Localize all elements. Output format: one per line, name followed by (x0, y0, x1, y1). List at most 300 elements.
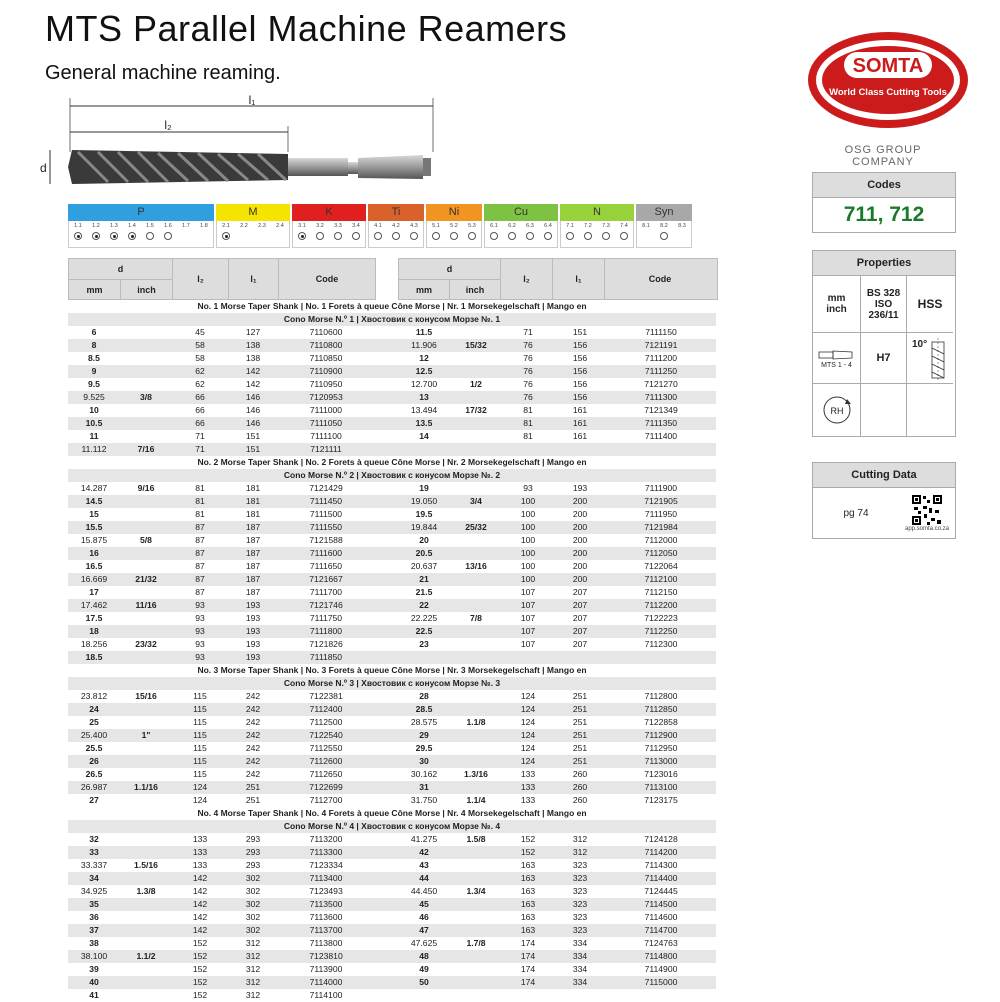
l1-value: 156 (572, 340, 588, 350)
d-subheader (69, 280, 172, 299)
l2-value: 58 (195, 340, 205, 350)
l1-value: 193 (245, 652, 261, 662)
table-row (68, 963, 716, 976)
product-code: 7111650 (309, 561, 343, 571)
material-cell (87, 221, 105, 247)
product-code: 7112400 (309, 704, 343, 714)
suitable-filled-icon (110, 232, 118, 240)
l2-value: 115 (193, 756, 207, 766)
diameter-mm: 16 (89, 548, 99, 558)
diameter-mm: 15.875 (80, 535, 108, 545)
l1-value: 156 (572, 379, 588, 389)
l2-header: l₂ (501, 259, 553, 299)
suitable-filled-icon (74, 232, 82, 240)
table-row (68, 638, 716, 651)
material-cell-code: 6.4 (544, 223, 552, 229)
page-title: MTS Parallel Machine Reamers (45, 8, 568, 49)
l2-value: 87 (195, 522, 205, 532)
l1-value: 193 (245, 639, 261, 649)
l1-value: 187 (245, 561, 261, 571)
material-cell-code: 5.1 (432, 223, 440, 229)
table-row (68, 690, 716, 703)
material-cell (655, 221, 673, 247)
product-code: 7113400 (309, 873, 343, 883)
l2-value: 76 (523, 353, 533, 363)
product-code: 7122223 (644, 613, 678, 623)
l1-value: 334 (572, 977, 588, 987)
suitable-open-icon (450, 232, 458, 240)
product-code: 7111450 (309, 496, 343, 506)
l2-value: 87 (195, 587, 205, 597)
l1-value: 312 (245, 951, 261, 961)
l2-value: 133 (520, 769, 536, 779)
material-cell (293, 221, 311, 247)
l1-label: l₁ (248, 93, 256, 107)
product-code: 7111350 (644, 418, 678, 428)
diameter-mm: 21 (419, 574, 429, 584)
diameter-mm: 25.5 (85, 743, 103, 753)
material-cell (177, 221, 195, 247)
product-code: 7114200 (644, 847, 678, 857)
l2-value: 152 (192, 951, 208, 961)
codes-heading: Codes (813, 173, 955, 198)
l1-value: 242 (245, 691, 261, 701)
l1-value: 323 (572, 860, 588, 870)
diameter-inch: 9/16 (137, 483, 155, 493)
reamer-drawing (38, 92, 438, 202)
l2-value: 174 (520, 951, 536, 961)
table-header-right (398, 258, 718, 300)
diameter-mm: 14.287 (80, 483, 108, 493)
l2-value: 115 (193, 691, 207, 701)
product-code: 7121905 (644, 496, 678, 506)
material-cell (311, 221, 329, 247)
table-row (68, 547, 716, 560)
material-cell-code: 1.8 (200, 223, 208, 229)
somta-logo (806, 30, 970, 130)
l1-value: 193 (245, 613, 261, 623)
product-code: 7124445 (644, 886, 678, 896)
material-group-label: Ti (368, 204, 424, 221)
helix-cell (907, 333, 953, 384)
material-cell-code: 7.1 (566, 223, 574, 229)
product-code: 7112850 (644, 704, 678, 714)
l2-value: 163 (520, 925, 536, 935)
l2-value: 142 (192, 886, 208, 896)
product-code: 7111150 (645, 327, 677, 337)
product-code: 7112200 (644, 600, 678, 610)
qr-code-icon[interactable] (911, 494, 943, 526)
suitable-open-icon (660, 232, 668, 240)
codes-panel (812, 172, 956, 233)
l2-value: 142 (192, 873, 208, 883)
material-cell (521, 221, 539, 247)
product-code: 7111600 (309, 548, 343, 558)
table-row (68, 482, 716, 495)
l2-value: 100 (520, 522, 536, 532)
material-cell-code: 1.1 (74, 223, 82, 229)
qr-label: app.somta.co.za (904, 526, 950, 532)
morse-shank-icon (818, 348, 856, 362)
diameter-mm: 15.5 (85, 522, 103, 532)
l1-value: 251 (245, 795, 261, 805)
material-cell-code: 3.1 (298, 223, 306, 229)
l1-value: 187 (245, 522, 261, 532)
material-cell-code: 5.3 (468, 223, 476, 229)
l1-value: 293 (245, 847, 261, 857)
l1-value: 242 (245, 717, 261, 727)
table-row (68, 885, 716, 898)
l1-value: 293 (245, 860, 261, 870)
l1-value: 200 (572, 548, 588, 558)
l1-value: 207 (572, 587, 588, 597)
l2-value: 124 (520, 756, 536, 766)
d-subheader (399, 280, 500, 299)
l1-value: 302 (245, 899, 261, 909)
section-title: No. 1 Morse Taper Shank | No. 1 Forets à queue Cône Morse | Nr. 1 Morsekegelschaft | Mango en (197, 301, 587, 311)
product-code: 7120953 (309, 392, 343, 402)
material-group-p (68, 204, 214, 248)
suitable-open-icon (490, 232, 498, 240)
qr-block[interactable] (899, 494, 955, 532)
section-title: No. 2 Morse Taper Shank | No. 2 Forets à queue Cône Morse | Nr. 2 Morsekegelschaft | Mango en (197, 457, 587, 467)
diameter-mm: 42 (419, 847, 429, 857)
diameter-mm: 18.256 (80, 639, 108, 649)
l2-value: 45 (195, 327, 205, 337)
suitable-filled-icon (298, 232, 306, 240)
l2-value: 174 (520, 977, 536, 987)
product-code: 7122381 (309, 691, 343, 701)
l1-value: 187 (245, 574, 261, 584)
l1-value: 127 (245, 327, 261, 337)
material-cell-code: 8.1 (642, 223, 650, 229)
l1-value: 312 (245, 990, 261, 1000)
suitable-open-icon (468, 232, 476, 240)
material-cell-code: 1.4 (128, 223, 136, 229)
l2-value: 174 (520, 964, 536, 974)
product-code: 7114800 (644, 951, 678, 961)
l2-value: 107 (520, 639, 536, 649)
inch-header: inch (465, 284, 485, 295)
table-row (68, 391, 716, 404)
material-cell (195, 221, 213, 247)
table-row (68, 898, 716, 911)
product-code: 7111700 (309, 587, 343, 597)
product-code: 7114500 (644, 899, 678, 909)
diameter-mm: 33 (89, 847, 99, 857)
diameter-mm: 11.112 (81, 444, 107, 454)
material-group-label: M (216, 204, 290, 221)
l1-value: 181 (245, 496, 261, 506)
product-code: 7121191 (644, 340, 678, 350)
l2-value: 66 (195, 418, 205, 428)
l2-value: 124 (520, 717, 536, 727)
table-row (68, 560, 716, 573)
diameter-inch: 1/2 (470, 379, 482, 389)
diameter-mm: 9 (91, 366, 97, 376)
table-row (68, 365, 716, 378)
shank-cell (813, 333, 861, 384)
l1-value: 207 (572, 613, 588, 623)
table-row (68, 976, 716, 989)
l2-value: 62 (195, 366, 205, 376)
section-subtitle: Cono Morse N.º 3 | Хвостовик с конусом Морзе №. 3 (68, 677, 716, 690)
l2-value: 81 (523, 418, 533, 428)
product-code: 7111900 (644, 483, 678, 493)
l2-value: 107 (520, 613, 536, 623)
product-code: 7111100 (310, 431, 342, 441)
l2-value: 115 (193, 730, 207, 740)
diameter-mm: 15 (89, 509, 99, 519)
product-code: 7111200 (644, 353, 678, 363)
l2-value: 133 (192, 847, 208, 857)
l2-value: 107 (520, 600, 536, 610)
l1-value: 242 (245, 704, 261, 714)
product-code: 7114000 (309, 977, 343, 987)
diameter-mm: 26.987 (80, 782, 108, 792)
material-cell-code: 8.2 (660, 223, 668, 229)
l1-header: l₁ (553, 259, 605, 299)
material-cell-code: 4.3 (410, 223, 418, 229)
product-code: 7111500 (309, 509, 343, 519)
product-code: 7112000 (644, 535, 678, 545)
l1-value: 187 (245, 548, 261, 558)
osg-group-label: OSG GROUP COMPANY (844, 144, 922, 168)
table-row (68, 352, 716, 365)
helix-label: 10° (912, 339, 928, 350)
diameter-mm: 47 (419, 925, 429, 935)
material-cell-code: 7.4 (620, 223, 628, 229)
diameter-mm: 31.750 (410, 795, 438, 805)
l2-value: 100 (520, 496, 536, 506)
material-cell (69, 221, 87, 247)
l2-value: 124 (520, 743, 536, 753)
material-group-syn (636, 204, 692, 248)
l2-value: 93 (523, 483, 533, 493)
table-row (68, 599, 716, 612)
product-code: 7112600 (309, 756, 343, 766)
table-row (68, 625, 716, 638)
l2-value: 133 (192, 834, 208, 844)
section-header (68, 456, 716, 482)
diameter-mm: 9.525 (83, 392, 105, 402)
material-cell-code: 6.1 (490, 223, 498, 229)
product-code: 7111950 (644, 509, 678, 519)
diameter-mm: 28 (419, 691, 429, 701)
empty-cell (861, 384, 907, 436)
material-cell-code: 1.7 (182, 223, 190, 229)
l1-value: 156 (572, 366, 588, 376)
suitable-open-icon (374, 232, 382, 240)
code-header: Code (315, 274, 339, 284)
cutting-data-panel (812, 462, 956, 539)
diameter-mm: 39 (89, 964, 99, 974)
diameter-mm: 25 (89, 717, 99, 727)
material-cell-code: 1.2 (92, 223, 100, 229)
diameter-mm: 41.275 (410, 834, 438, 844)
l1-value: 334 (572, 951, 588, 961)
table-row (68, 742, 716, 755)
material-cell (105, 221, 123, 247)
l2-value: 100 (520, 561, 536, 571)
product-code: 7122858 (644, 717, 678, 727)
suitable-open-icon (316, 232, 324, 240)
suitable-open-icon (620, 232, 628, 240)
material-cell-code: 2.3 (258, 223, 266, 229)
diameter-mm: 40 (89, 977, 99, 987)
l2-value: 152 (192, 977, 208, 987)
d-header-group (399, 259, 501, 299)
product-code: 7112050 (644, 548, 678, 558)
cutting-page-ref[interactable]: pg 74 (843, 507, 869, 519)
table-row (68, 716, 716, 729)
reamer-table (68, 300, 716, 1002)
units-cell: mm inch (813, 276, 861, 333)
material-cell-code: 1.3 (110, 223, 118, 229)
l2-value: 115 (193, 704, 207, 714)
table-row (68, 495, 716, 508)
l1-value: 302 (245, 925, 261, 935)
diameter-inch: 1.1/2 (136, 951, 156, 961)
product-code: 7123175 (644, 795, 678, 805)
material-cell (387, 221, 405, 247)
material-cell-code: 4.2 (392, 223, 400, 229)
l2-value: 174 (520, 938, 536, 948)
l2-value: 66 (195, 405, 205, 415)
diameter-mm: 13.494 (410, 405, 438, 415)
product-code: 7113600 (309, 912, 343, 922)
helix-angle-icon (910, 336, 950, 380)
l2-value: 133 (520, 795, 536, 805)
l2-value: 93 (195, 600, 205, 610)
diameter-mm: 8 (91, 340, 97, 350)
diameter-mm: 24 (89, 704, 99, 714)
material-cell-code: 2.1 (222, 223, 230, 229)
diameter-mm: 36 (89, 912, 99, 922)
l1-value: 187 (245, 535, 261, 545)
product-code: 7110950 (309, 379, 343, 389)
l1-value: 193 (245, 626, 261, 636)
suitable-open-icon (566, 232, 574, 240)
product-code: 7112300 (644, 639, 678, 649)
diameter-mm: 44 (419, 873, 429, 883)
material-cell (217, 221, 235, 247)
product-code: 7111250 (644, 366, 678, 376)
l1-value: 161 (572, 405, 588, 415)
product-code: 7121349 (644, 405, 678, 415)
diameter-inch: 1.5/8 (466, 834, 486, 844)
l1-value: 251 (572, 691, 588, 701)
standard-cell: BS 328 ISO 236/11 (861, 276, 907, 333)
diameter-mm: 22.5 (415, 626, 433, 636)
l1-value: 146 (245, 392, 261, 402)
l1-value: 200 (572, 509, 588, 519)
diameter-inch: 15/16 (135, 691, 157, 701)
section-subtitle: Cono Morse N.º 1 | Хвостовик с конусом Морзе №. 1 (68, 313, 716, 326)
product-code: 7123493 (309, 886, 343, 896)
diameter-mm: 20 (419, 535, 429, 545)
l1-value: 200 (572, 561, 588, 571)
material-cell (637, 221, 655, 247)
l2-value: 124 (192, 782, 208, 792)
diameter-mm: 32 (89, 834, 99, 844)
table-row (68, 911, 716, 924)
d-header-group (69, 259, 173, 299)
l1-value: 181 (245, 483, 261, 493)
diameter-mm: 22.225 (410, 613, 438, 623)
diameter-inch: 11/16 (135, 600, 157, 610)
material-cell (579, 221, 597, 247)
material-cell (503, 221, 521, 247)
product-code: 7121429 (309, 483, 343, 493)
diameter-inch: 1.3/8 (136, 886, 156, 896)
table-row (68, 794, 716, 807)
table-row (68, 833, 716, 846)
product-code: 7111750 (309, 613, 343, 623)
product-code: 7112800 (644, 691, 678, 701)
l1-header: l₁ (229, 259, 279, 299)
l1-value: 193 (572, 483, 588, 493)
page-subtitle: General machine reaming. (45, 62, 281, 84)
material-group-label: Ni (426, 204, 482, 221)
product-code: 7115000 (644, 977, 678, 987)
product-code: 7113000 (644, 756, 678, 766)
diameter-mm: 14 (419, 431, 429, 441)
diameter-mm: 31 (419, 782, 429, 792)
material-cell (445, 221, 463, 247)
l2-value: 93 (195, 613, 205, 623)
table-row (68, 937, 716, 950)
material-cell-code: 3.2 (316, 223, 324, 229)
section-subtitle: Cono Morse N.º 2 | Хвостовик с конусом Морзе №. 2 (68, 469, 716, 482)
product-code: 7111400 (644, 431, 678, 441)
product-code: 7124763 (644, 938, 678, 948)
suitable-open-icon (526, 232, 534, 240)
suitable-open-icon (146, 232, 154, 240)
product-code: 7112700 (309, 795, 343, 805)
l2-value: 87 (195, 535, 205, 545)
product-code: 7114600 (644, 912, 678, 922)
diameter-mm: 19 (419, 483, 429, 493)
diameter-inch: 7/8 (470, 613, 482, 623)
diameter-mm: 10 (89, 405, 99, 415)
diameter-inch: 5/8 (140, 535, 152, 545)
diameter-inch: 1.3/16 (464, 769, 488, 779)
l1-value: 151 (245, 431, 261, 441)
diameter-mm: 21.5 (415, 587, 433, 597)
l2-value: 152 (520, 847, 536, 857)
diameter-mm: 50 (419, 977, 429, 987)
product-code: 7111300 (644, 392, 678, 402)
l1-value: 251 (245, 782, 261, 792)
l1-value: 260 (572, 795, 588, 805)
product-code: 7112500 (309, 717, 343, 727)
product-code: 7114700 (644, 925, 678, 935)
product-code: 7113500 (309, 899, 343, 909)
l2-value: 152 (192, 938, 208, 948)
l1-value: 323 (572, 899, 588, 909)
l2-value: 87 (195, 548, 205, 558)
section-header (68, 664, 716, 690)
table-row (68, 586, 716, 599)
material-cell-code: 3.4 (352, 223, 360, 229)
table-row (68, 755, 716, 768)
material-cell (347, 221, 365, 247)
l2-value: 71 (523, 327, 533, 337)
l2-value: 152 (520, 834, 536, 844)
diameter-mm: 34 (89, 873, 99, 883)
diameter-mm: 26.5 (85, 769, 103, 779)
